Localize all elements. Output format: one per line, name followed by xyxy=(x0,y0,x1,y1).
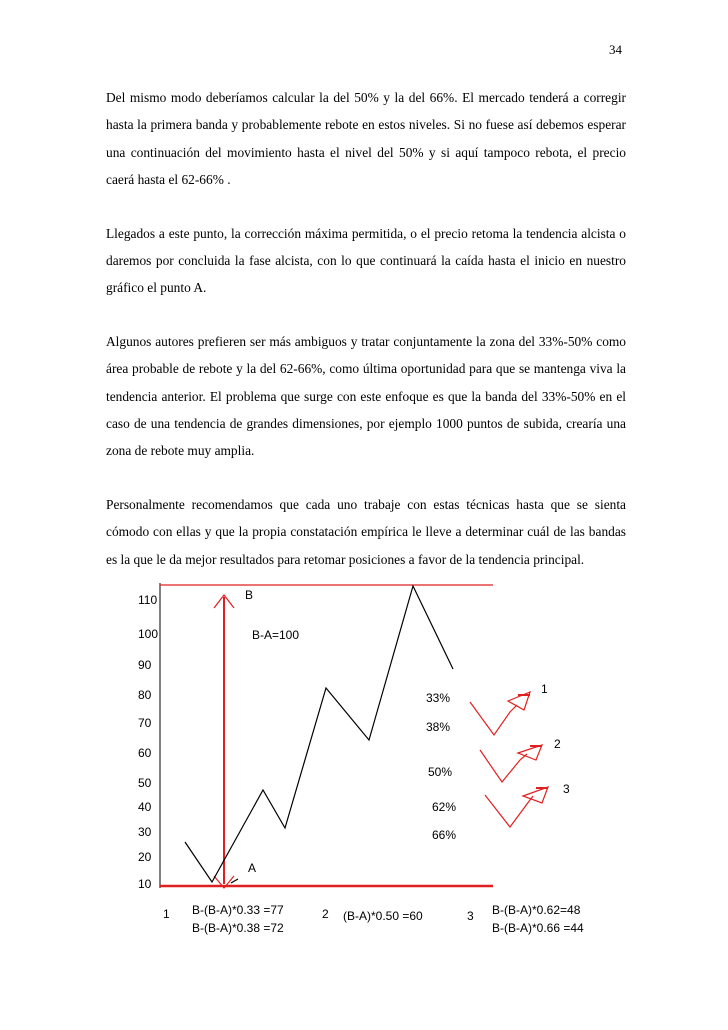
axis-label-10: 10 xyxy=(138,877,152,891)
formula-1b: B-(B-A)*0.38 =72 xyxy=(192,921,284,935)
page-number: 34 xyxy=(609,42,622,57)
axis-label-70: 70 xyxy=(138,716,152,730)
axis-label-110: 110 xyxy=(138,593,158,607)
scenario-3-arrow xyxy=(523,787,548,803)
scenario-1-path xyxy=(470,702,517,735)
paragraph-3: Algunos autores prefieren ser más ambiguos y tratar conjuntamente la zona del 33%-50% como área probable de rebote y la del 62-66%, como última oportunidad para que se mantenga viva la tendencia anterior. El problema que surge con este enfoque es que la banda del 33%-50% en el caso de una tendencia de grandes dimensiones, por ejemplo 1000 puntos de subida, crearía una zona de rebote muy amplia. xyxy=(106,333,626,459)
axis-label-20: 20 xyxy=(138,850,152,864)
formula-1a: B-(B-A)*0.33 =77 xyxy=(192,903,284,917)
level-62: 62% xyxy=(432,800,457,814)
paragraph-4: Personalmente recomendamos que cada uno trabaje con estas técnicas hasta que se sienta cómodo con ellas y que la propia constatación empírica le lleve a determinar cuál de las bandas es la que le da mejor resultados para retomar posiciones a favor de la tendencia principal. xyxy=(106,496,626,567)
scenario-1-number: 1 xyxy=(541,682,548,696)
level-50: 50% xyxy=(428,765,453,779)
level-33: 33% xyxy=(426,691,451,705)
scenario-2-arrow xyxy=(518,745,542,760)
scenario-3-number: 3 xyxy=(563,782,570,796)
formula-2: (B-A)*0.50 =60 xyxy=(343,909,423,923)
formula-3a: B-(B-A)*0.62=48 xyxy=(492,903,581,917)
axis-label-90: 90 xyxy=(138,658,152,672)
paragraph-1: Del mismo modo deberíamos calcular la del 50% y la del 66%. El mercado tenderá a corregir hasta la primera banda y probablemente rebote en estos niveles. Si no fuese así debemos esperar una continuación del movimiento hasta el nivel del 50% y si aquí tampoco rebota, el precio caerá hasta el 62-66% . xyxy=(106,90,626,188)
price-path xyxy=(185,586,453,882)
axis-label-60: 60 xyxy=(138,746,152,760)
bottom-number-1: 1 xyxy=(163,907,170,921)
label-b: B xyxy=(245,588,254,602)
scenario-3-path xyxy=(485,795,533,827)
axis-label-100: 100 xyxy=(138,627,159,641)
paragraph-2: Llegados a este punto, la corrección máxima permitida, o el precio retoma la tendencia alcista o daremos por concluida la fase alcista, con lo que continuará la caída hasta el inicio en nuestro gráfico el punto A. xyxy=(106,225,626,296)
scenario-2-path xyxy=(480,750,527,782)
label-range: B-A=100 xyxy=(252,628,300,642)
bottom-number-3: 3 xyxy=(467,909,474,923)
formula-3b: B-(B-A)*0.66 =44 xyxy=(492,921,584,935)
axis-label-80: 80 xyxy=(138,688,152,702)
axis-label-30: 30 xyxy=(138,825,152,839)
bottom-number-2: 2 xyxy=(322,907,329,921)
level-38: 38% xyxy=(426,720,451,734)
scenario-2-number: 2 xyxy=(554,737,561,751)
label-a: A xyxy=(248,861,257,875)
axis-label-50: 50 xyxy=(138,776,152,790)
price-path-tick xyxy=(231,879,238,883)
axis-label-40: 40 xyxy=(138,800,152,814)
level-66: 66% xyxy=(432,828,457,842)
